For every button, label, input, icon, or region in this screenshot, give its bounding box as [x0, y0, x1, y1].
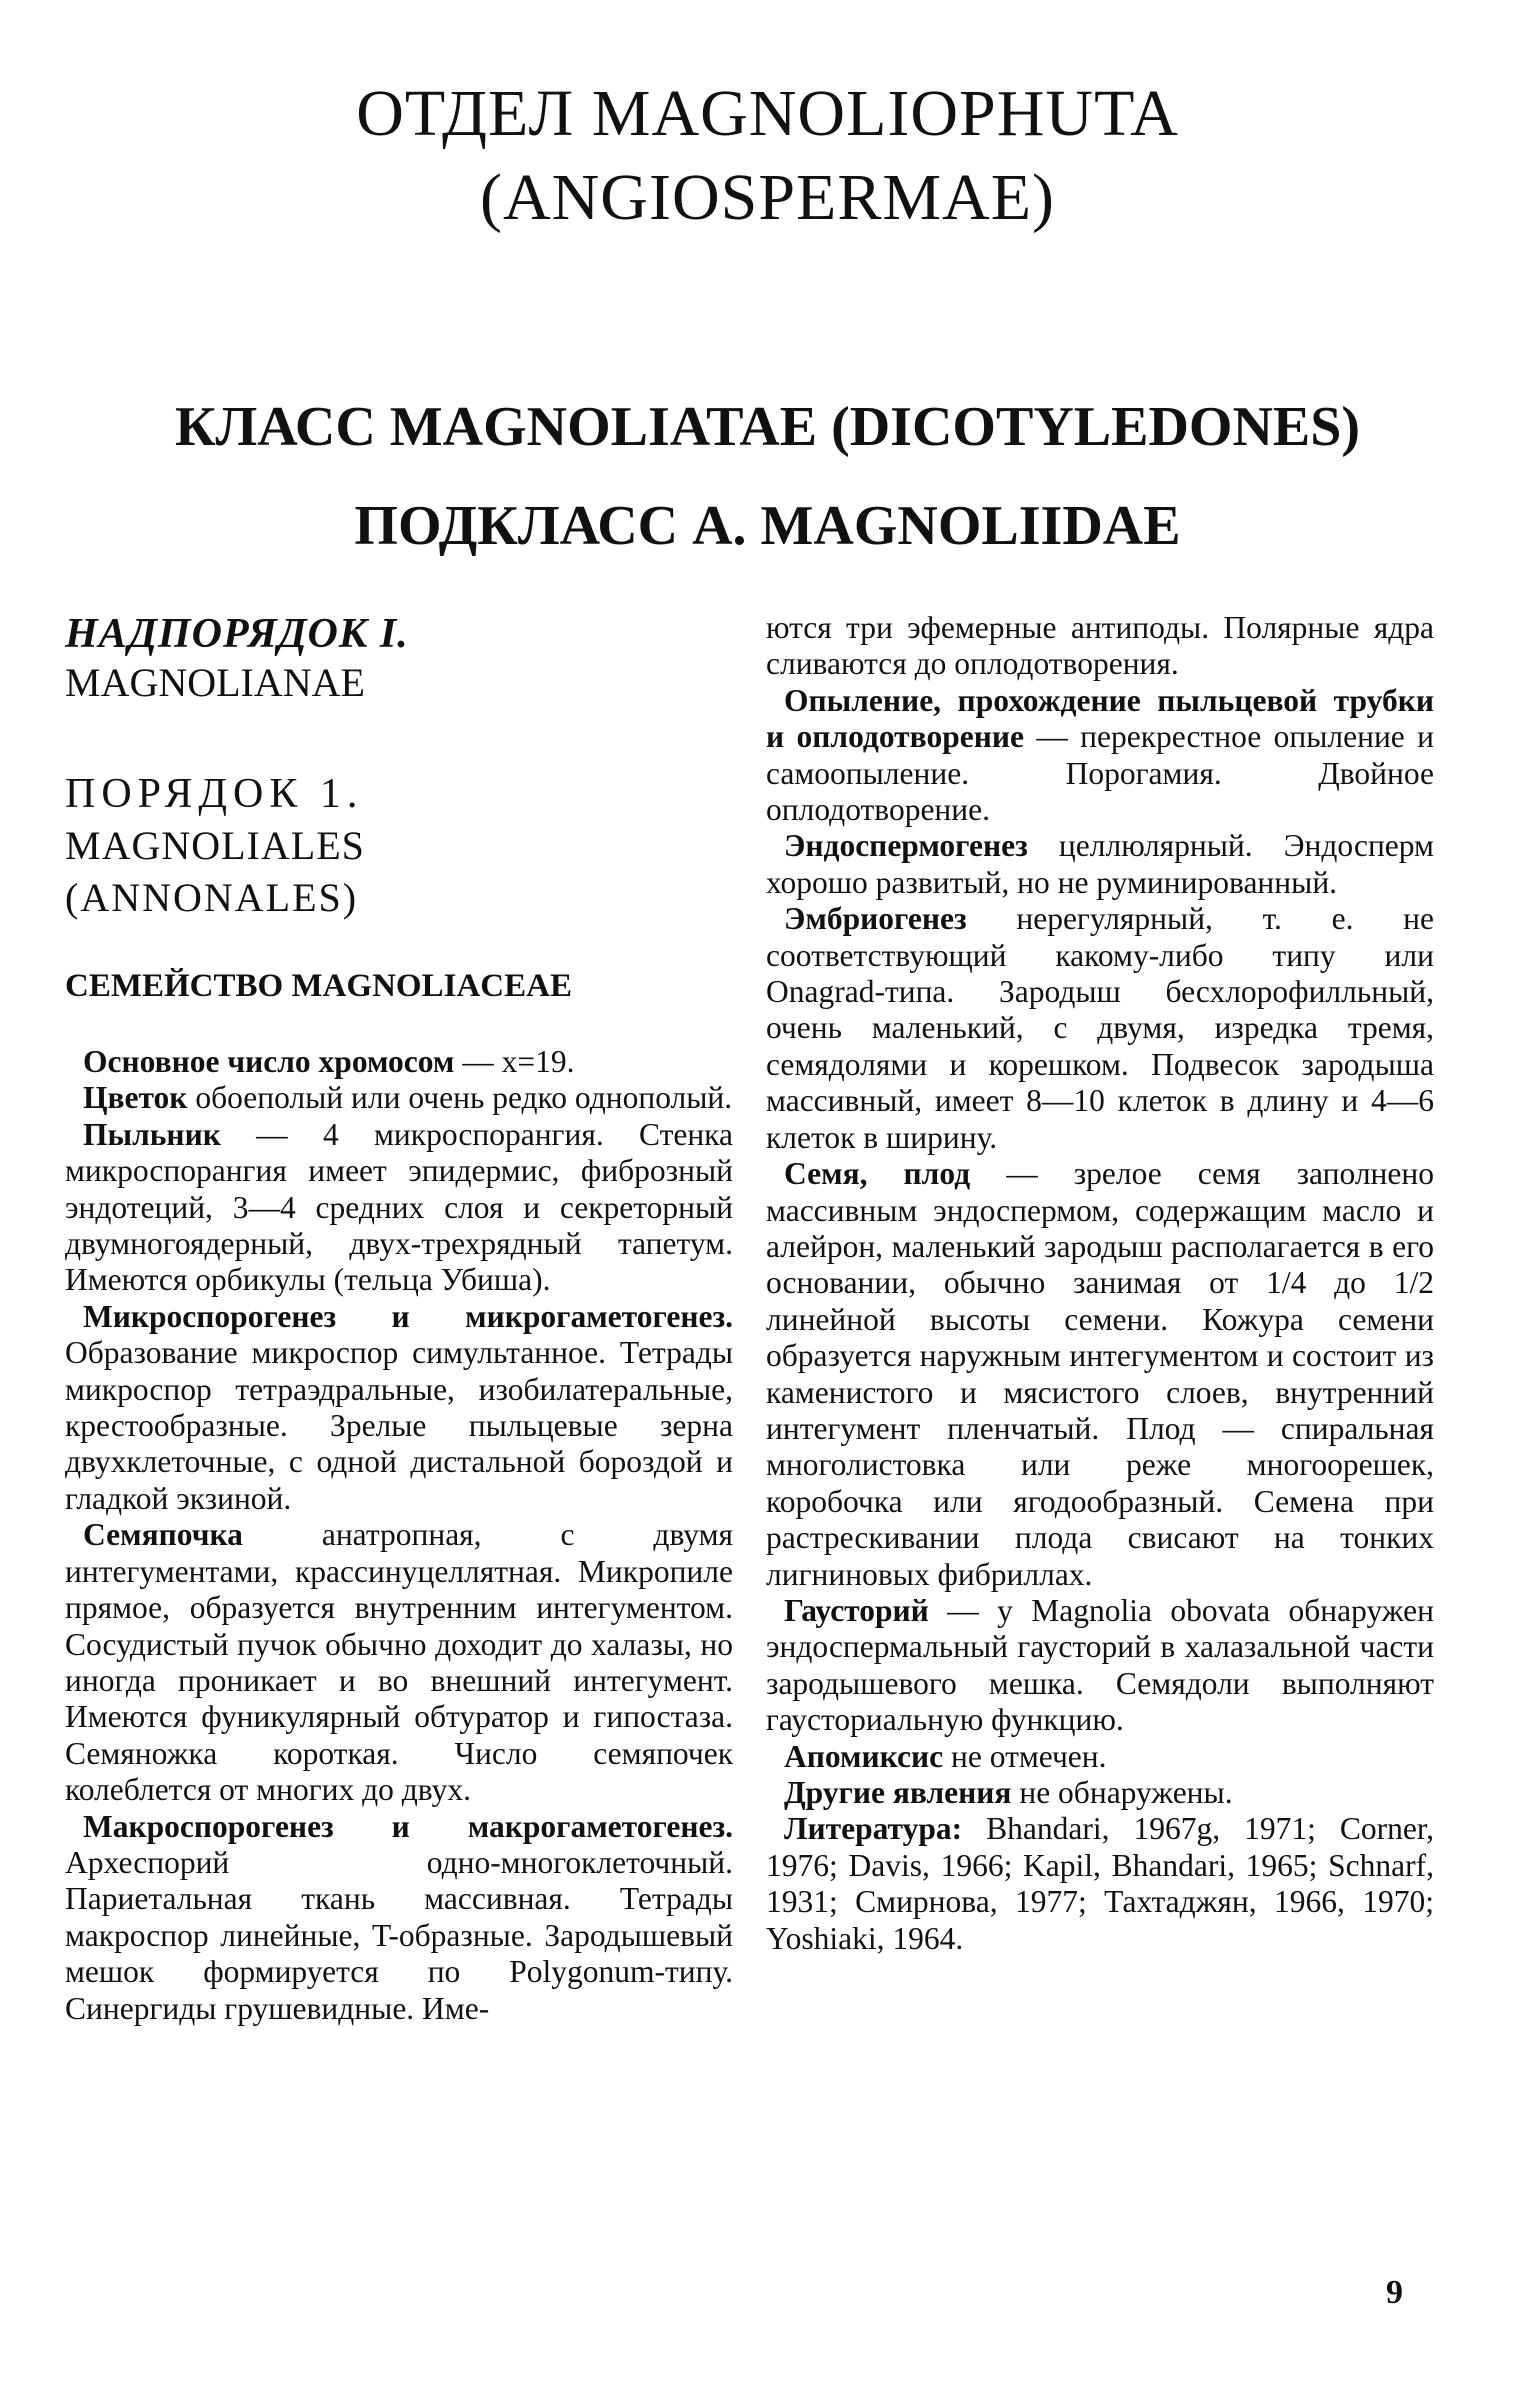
- paragraph: [766, 1775, 1434, 1811]
- paragraph-text: — 4 микроспорангия. Стенка микроспорангия имеет эпидермис, фиброзный эндотеций, 3—4 средних слоя и секреторный двумногоядерный, двух-трехрядный тапетум. Имеются орбикулы (тельца Убиша).: [65, 1116, 733, 1298]
- paragraph: [766, 1156, 1434, 1593]
- paragraph-term: Другие явления: [784, 1775, 1012, 1810]
- paragraph-term: Пыльник: [83, 1116, 221, 1152]
- paragraph: [65, 1299, 733, 1517]
- paragraph-text: ются три эфемерные антиподы. Полярные ядра сливаются до оплодотворения.: [766, 610, 1434, 682]
- paragraph: [766, 901, 1434, 1156]
- paragraph-term: Основное число хромосом: [83, 1044, 455, 1079]
- paragraph-text: не обнаружены.: [1011, 1775, 1233, 1810]
- paragraph: [65, 1080, 733, 1116]
- paragraph: [65, 1809, 733, 2027]
- paragraph-term: Цветок: [83, 1080, 188, 1116]
- paragraph: [766, 828, 1434, 901]
- paragraph-text: Bhandari, 1967g, 1971; Corner, 1976; Davis, 1966; Kapil, Bhandari, 1965; Schnarf, 1931; Смирнова, 1977; Тахтаджян, 1966, 1970; Yoshiaki, 1964.: [766, 1811, 1434, 1956]
- paragraph-text: Образование микроспор симультанное. Тетрады микроспор тетраэдральные, изобилатеральные, крестообразные. Зрелые пыльцевые зерна двухклеточные, с одной дистальной бороздой и гладкой экзиной.: [65, 1335, 733, 1516]
- paragraph-term: Литература:: [784, 1811, 963, 1847]
- order-alt-name: (ANNONALES): [65, 875, 359, 920]
- paragraph: [766, 1811, 1434, 1957]
- division-title-line1: ОТДЕЛ MAGNOLIOPHUTA: [356, 77, 1179, 150]
- paragraph-term: Апомиксис: [784, 1738, 944, 1774]
- left-paragraphs: [65, 1044, 733, 2027]
- paragraph: [766, 1739, 1434, 1775]
- paragraph-term: Эндоспермогенез: [784, 828, 1028, 864]
- superorder-label: НАДПОРЯДОК I.: [65, 611, 409, 657]
- paragraph-term: Семя, плод: [784, 1156, 971, 1192]
- class-title: КЛАСС MAGNOLIATAE (DICOTYLEDONES): [174, 396, 1361, 458]
- paragraph: [766, 683, 1434, 829]
- page-number: 9: [1386, 2274, 1403, 2311]
- paragraph-text: — перекрестное опыление и самоопыление. Порогамия. Двойное оплодотворение.: [766, 719, 1434, 828]
- paragraph: [65, 1517, 733, 1808]
- paragraph-term: Микроспорогенез и микрогаметогенез.: [83, 1298, 733, 1334]
- paragraph-term: Макроспорогенез и макрогаметогенез.: [83, 1808, 733, 1844]
- paragraph-term: Семяпочка: [83, 1517, 243, 1553]
- paragraph-text: — зрелое семя заполнено массивным эндоспермом, содержащим масло и алейрон, маленький зародыш располагается в его основании, обычно занимая от 1/4 до 1/2 линейной высоты семени. Кожура семени образуется наружным интегументом и состоит из каменистого и мясистого слоев, внутренний интегумент пленчатый. Плод — спиральная многолистовка или реже многоорешек, коробочка или ягодообразный. Семена при растрескивании плода свисают на тонких лигниновых фибриллах.: [766, 1156, 1434, 1592]
- paragraph-text: — у Magnolia obovata обнаружен эндоспермальный гаусторий в халазальной части зародышевого мешка. Семядоли выполняют гаусториальную функцию.: [766, 1592, 1434, 1738]
- paragraph-term: Гаусторий: [784, 1592, 929, 1628]
- paragraph-text: Археспорий одно-многоклеточный. Париетальная ткань массивная. Тетрады макроспор линейные, T-образные. Зародышевый мешок формируется по Polygonum-типу. Синергиды грушевидные. Име-: [65, 1844, 733, 2026]
- superorder-name: MAGNOLIANAE: [65, 660, 365, 705]
- family-title: СЕМЕЙСТВО MAGNOLIACEAE: [65, 968, 572, 1004]
- right-paragraphs: [766, 610, 1434, 1957]
- paragraph: [766, 1593, 1434, 1739]
- order-name: MAGNOLIALES: [65, 823, 365, 868]
- paragraph-text: анатропная, с двумя интегументами, крассинуцеллятная. Микропиле прямое, образуется внутренним интегументом. Сосудистый пучок обычно доходит до халазы, но иногда проникает и во внешний интегумент. Имеются фуникулярный обтуратор и гипостаза. Семяножка короткая. Число семяпочек колеблется от многих до двух.: [65, 1517, 733, 1808]
- paragraph: [65, 1044, 733, 1080]
- paragraph-text: нерегулярный, т. е. не соответствующий какому-либо типу или Onagrad-типа. Зародыш бесхлорофилльный, очень маленький, с двумя, изредка тремя, семядолями и корешком. Подвесок зародыша массивный, имеет 8—10 клеток в длину и 4—6 клеток в ширину.: [766, 901, 1434, 1155]
- division-title: [0, 72, 1535, 240]
- order-label: ПОРЯДОК 1.: [65, 771, 364, 817]
- paragraph-text: — x=19.: [454, 1044, 575, 1079]
- paragraph-text: обоеполый или очень редко однополый.: [187, 1080, 733, 1116]
- paragraph: [65, 1117, 733, 1299]
- right-column: [766, 610, 1434, 1957]
- division-title-line2: (ANGIOSPERMAE): [480, 161, 1055, 234]
- paragraph-term: Опыление, прохождение пыльцевой трубки и оплодотворение: [766, 682, 1434, 755]
- paragraph-term: Эмбриогенез: [784, 901, 967, 937]
- paragraph-text: целлюлярный. Эндосперм хорошо развитый, но не руминированный.: [766, 828, 1434, 900]
- subclass-title: ПОДКЛАСС A. MAGNOLIIDAE: [354, 495, 1181, 557]
- left-column: [65, 610, 733, 2027]
- paragraph-text: не отмечен.: [943, 1738, 1107, 1774]
- paragraph: [766, 610, 1434, 683]
